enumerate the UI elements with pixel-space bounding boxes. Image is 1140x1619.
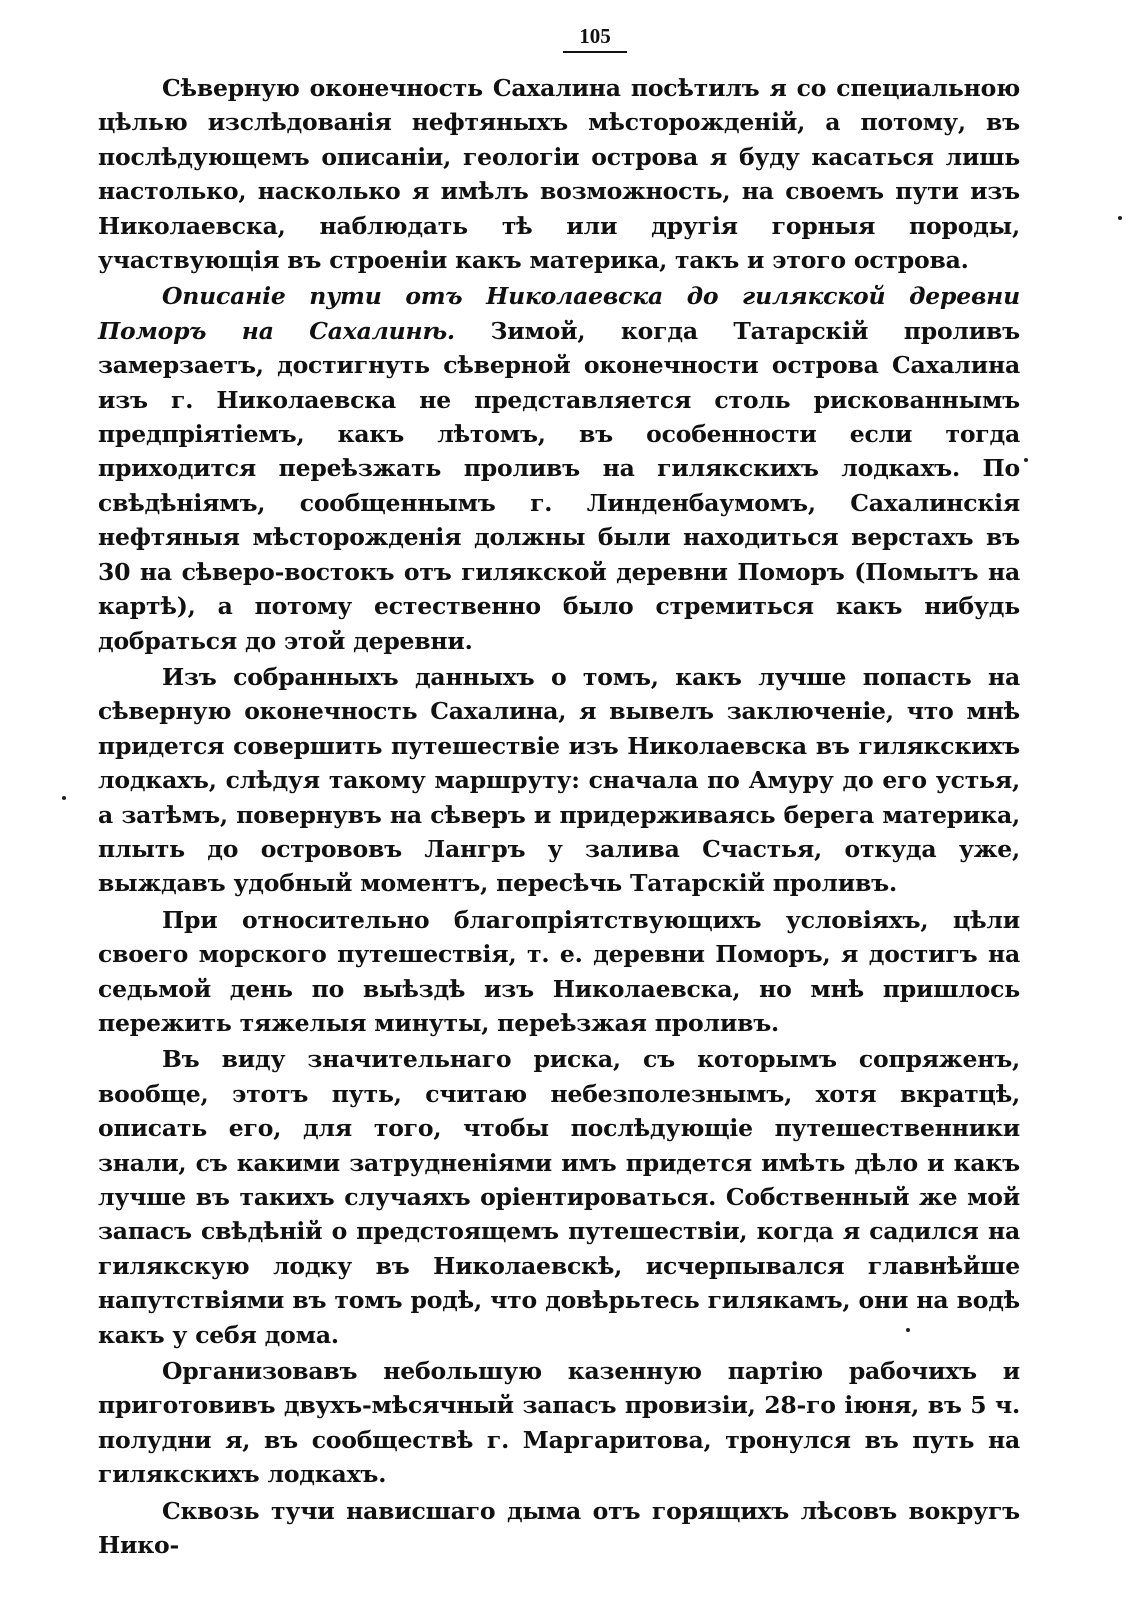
paragraph-4-text: При относительно благопріятствующихъ условіяхъ, цѣли своего морского путешествія, т. е. деревни Поморъ, я достигъ на седьмой день по выѣздѣ изъ Николаевска, но мнѣ пришлось пережить тяжелыя минуты, переѣзжая проливъ. (98, 905, 1020, 1037)
paragraph-2 (98, 279, 1020, 657)
paragraph-1-text: Сѣверную оконечность Сахалина посѣтилъ я со специальною цѣлью изслѣдованія нефтяныхъ мѣсторожденій, а потому, въ послѣдующемъ описаніи, геологіи острова я буду касаться лишь настолько, насколько я имѣлъ возможность, на своемъ пути изъ Николаевска, наблюдать тѣ или другія горныя породы, участвующія въ строеніи какъ материка, такъ и этого острова. (98, 74, 1020, 275)
paragraph-2-text: Зимой, когда Татарскій проливъ замерзаетъ, достигнуть сѣверной оконечности острова Сахалина изъ г. Николаевска не представляется столь рискованнымъ предпріятіемъ, какъ лѣтомъ, въ особенности если тогда приходится переѣзжать проливъ на гилякскихъ лодкахъ. По свѣдѣніямъ, сообщеннымъ г. Линденбаумомъ, Сахалинскія нефтяныя мѣсторожденія должны были находиться верстахъ въ 30 на сѣверо-востокъ отъ гилякской деревни Поморъ (Помытъ на картѣ), а потому естественно было стремиться какъ нибудь добраться до этой деревни. (98, 316, 1020, 655)
paragraph-1 (98, 71, 1020, 277)
paragraph-3-text: Изъ собранныхъ данныхъ о томъ, какъ лучше попасть на сѣверную оконечность Сахалина, я вывелъ заключеніе, что мнѣ придется совершить путешествіе изъ Николаевска въ гилякскихъ лодкахъ, слѣдуя такому маршруту: сначала по Амуру до его устья, а затѣмъ, повернувъ на сѣверъ и придерживаясь берега материка, плыть до острововъ Лангръ у залива Счастья, откуда уже, выждавъ удобный моментъ, пересѣчь Татарскій проливъ. (98, 662, 1020, 898)
scan-speck (1024, 458, 1028, 462)
scan-speck (906, 1328, 910, 1332)
page-number-text: 105 (563, 24, 627, 53)
paragraph-4 (98, 903, 1020, 1041)
paragraph-5 (98, 1042, 1020, 1352)
scan-speck (62, 796, 66, 800)
page-number (170, 24, 1020, 53)
paragraph-7 (98, 1494, 1020, 1563)
paragraph-5-text: Въ виду значительнаго риска, съ которымъ сопряженъ, вообще, этотъ путь, считаю небезполезнымъ, хотя вкратцѣ, описать его, для того, чтобы послѣдующіе путешественники знали, съ какими затрудненіями имъ придется имѣть дѣло и какъ лучше въ такихъ случаяхъ оріентироваться. Собственный же мой запасъ свѣдѣній о предстоящемъ путешествіи, когда я садился на гилякскую лодку въ Николаевскѣ, исчерпывался главнѣйше напутствіями въ томъ родѣ, что довѣрьтесь гилякамъ, они на водѣ какъ у себя дома. (98, 1045, 1020, 1349)
scan-speck (1118, 216, 1122, 220)
paragraph-6 (98, 1354, 1020, 1492)
paragraph-3 (98, 660, 1020, 901)
section-heading-italic: Описаніе пути отъ Николаевска до гилякской деревни Поморъ на Сахалинѣ. (98, 282, 1020, 345)
paragraph-6-text: Организовавъ небольшую казенную партію рабочихъ и приготовивъ двухъ-мѣсячный запасъ провизіи, 28-го іюня, въ 5 ч. полудни я, въ сообществѣ г. Маргаритова, тронулся въ путь на гилякскихъ лодкахъ. (98, 1357, 1020, 1489)
paragraph-7-text: Сквозь тучи нависшаго дыма отъ горящихъ лѣсовъ вокругъ Нико- (98, 1496, 1020, 1560)
